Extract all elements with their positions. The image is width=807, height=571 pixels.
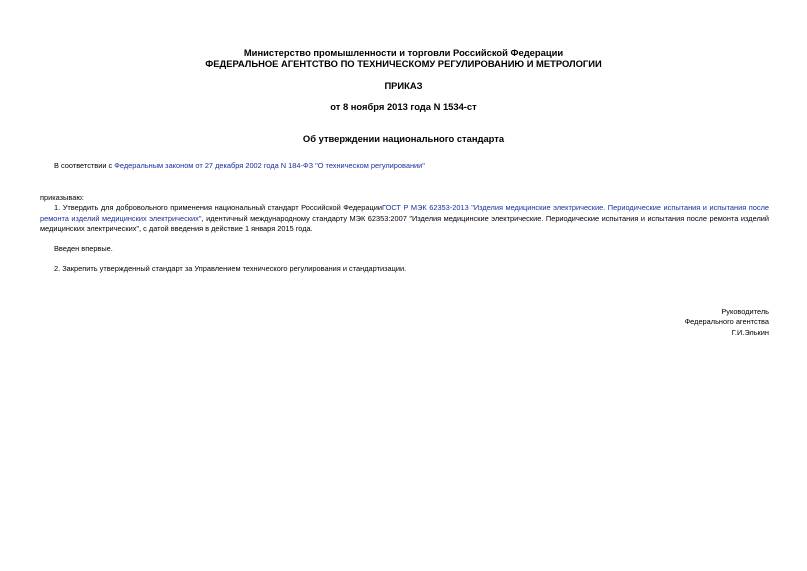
signature-position-line1: Руководитель — [721, 307, 769, 316]
signature-name: Г.И.Элькин — [731, 328, 769, 337]
basis-paragraph — [40, 161, 769, 172]
item-1-paragraph — [40, 203, 769, 235]
standard-link[interactable]: ГОСТ Р МЭК 62353-2013 "Изделия медицинские электрические. Периодические испытания и испытания после ремонта изделий медицинских электрических" — [40, 203, 769, 223]
order-word: приказываю: — [40, 193, 84, 202]
document-subject: Об утверждении национального стандарта — [302, 133, 505, 144]
document-type: ПРИКАЗ — [384, 80, 423, 91]
signature-position-line2: Федерального агентства — [684, 317, 769, 326]
basis-prefix: В соответствии с — [54, 161, 115, 170]
federal-law-link[interactable]: Федеральным законом от 27 декабря 2002 года N 184-ФЗ "О техническом регулировании" — [114, 161, 425, 170]
item-1-suffix: , идентичный международному стандарту МЭК 62353:2007 "Изделия медицинские электрические. Периодические испытания и испытания после ремонта изделий медицинских электрических", с датой введения в действие 1 января 2015 года. — [40, 213, 770, 234]
item-2-paragraph: 2. Закрепить утвержденный стандарт за Управлением технического регулирования и стандартизации. — [54, 264, 407, 273]
ministry-title: Министерство промышленности и торговли Российской Федерации — [243, 47, 564, 58]
agency-title: ФЕДЕРАЛЬНОЕ АГЕНТСТВО ПО ТЕХНИЧЕСКОМУ РЕГУЛИРОВАНИЮ И МЕТРОЛОГИИ — [205, 58, 602, 69]
intro-note: Введен впервые. — [54, 244, 113, 253]
document-date-number: от 8 ноября 2013 года N 1534-ст — [330, 101, 477, 112]
item-1-prefix: 1. Утвердить для добровольного применения национальный стандарт Российской Федерации — [54, 203, 382, 212]
